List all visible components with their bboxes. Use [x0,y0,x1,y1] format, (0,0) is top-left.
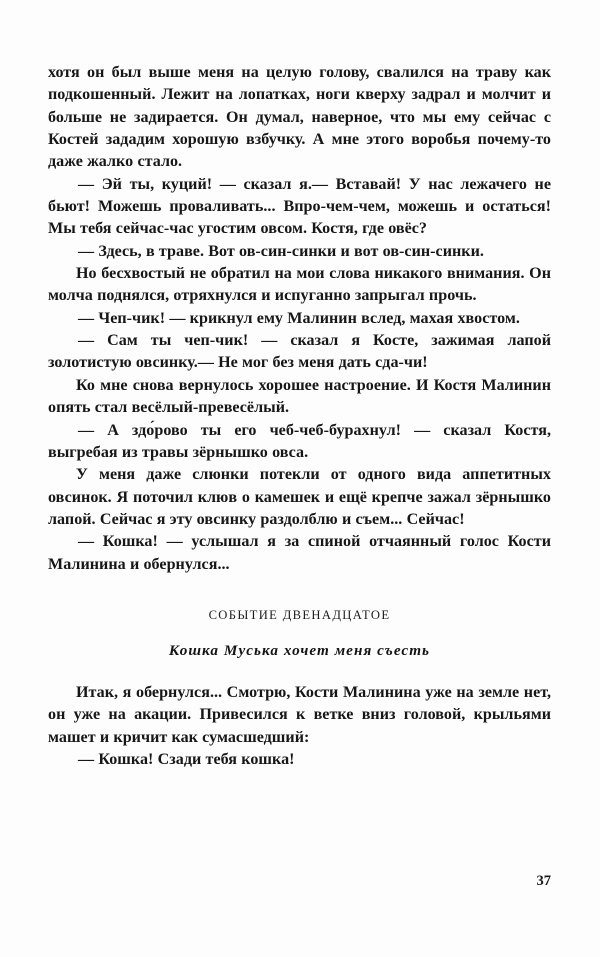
chapter-heading-group [48,606,551,661]
paragraph-body: У меня даже слюнки потекли от одного вида аппетитных овсинок. Я поточил клюв о камешек и ещё крепче зажал зёрнышко лапой. Сейчас я эту овсинку раздолблю и съем... Сейчас! [48,466,551,528]
chapter-heading: СОБЫТИЕ ДВЕНАДЦАТОЕ [208,607,391,622]
paragraph-dialogue: — Кошка! — услышал я за спиной отчаянный голос Кости Малинина и обернулся... [48,533,551,573]
paragraph-dialogue: — Кошка! Сзади тебя кошка! [78,750,295,768]
paragraph-dialogue: — Здесь, в траве. Вот ов-син-синки и вот ов-син-синки. [78,242,484,260]
paragraph-dialogue: — А здо́рово ты его чеб-чеб-бурахнул! — сказал Костя, выгребая из травы зёрнышко овса. [48,421,551,461]
page-number: 37 [536,872,551,889]
paragraph-body: Ко мне снова вернулось хорошее настроение. И Костя Малинин опять стал весёлый-превесёлый. [48,376,551,417]
paragraph-dialogue: — Сам ты чеп-чик! — сказал я Косте, зажимая лапой золотистую овсинку.— Не мог без меня дать сда-чи! [48,332,551,372]
chapter-subtitle: Кошка Муська хочет меня съесть [168,641,431,659]
paragraph-body: Итак, я обернулся... Смотрю, Кости Малинина уже на земле нет, он уже на акации. Привесился к ветке вниз головой, крыльями машет и кричит как сумасшедший: [48,683,551,746]
page-text-block [48,62,551,771]
paragraph-dialogue: — Чеп-чик! — крикнул ему Малинин вслед, махая хвостом. [78,309,520,327]
paragraph-dialogue: — Эй ты, куций! — сказал я.— Вставай! У нас лежачего не бьют! Можешь проваливать... Впро-чем-чем, можешь и остаться! Мы тебя сейчас-час угостим овсом. Костя, где овёс? [48,175,551,238]
paragraph-continuation: хотя он был выше меня на целую голову, свалился на траву как подкошенный. Лежит на лопатках, ноги кверху задрал и молчит и больше не задирается. Он думал, наверное, что мы ему сейчас с Костей зададим хорошую взбучку. А мне этого воробья почему-то даже жалко стало. [48,64,551,171]
paragraph-body: Но бесхвостый не обратил на мои слова никакого внимания. Он молча поднялся, отряхнулся и испуганно запрыгал прочь. [48,265,551,305]
